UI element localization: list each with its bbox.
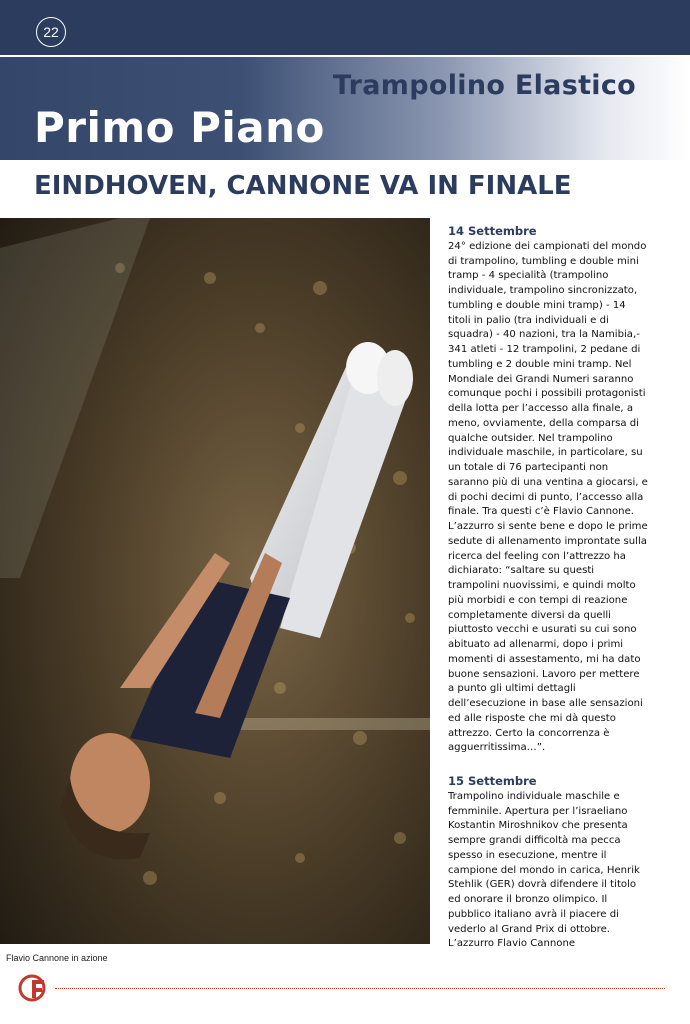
- footer-divider: [55, 988, 665, 989]
- page-number: 22: [36, 17, 66, 47]
- athlete-illustration: [0, 218, 430, 944]
- federation-logo-icon: [18, 972, 52, 1002]
- section-title: Trampolino Elastico: [332, 70, 636, 101]
- entry-date: 14 Settembre: [448, 224, 537, 238]
- entry-date: 15 Settembre: [448, 774, 537, 788]
- athlete-photo: [0, 218, 430, 944]
- entry-text: Trampolino individuale maschile e femminile. Apertura per l’israeliano Kostantin Miroshnikov che presenta sempre grandi difficoltà ma pecca spesso in esecuzione, mentre il campione del mondo in carica, Henrik Stehlik (GER) dovrà difendere il titolo ed onorare il bronzo olimpico. Il pubblico italiano avrà il piacere di vederlo al Grand Prix di ottobre. L’azzurro Flavio Cannone: [448, 790, 640, 950]
- article-body: [448, 224, 648, 952]
- entry-text: 24° edizione dei campionati del mondo di trampolino, tumbling e double mini tramp - 4 specialità (trampolino individuale, trampolino sincronizzato, tumbling e double mini tramp) - 14 titoli in palio (tra individuali e di squadra) - 40 nazioni, tra la Namibia,- 341 atleti - 12 trampolini, 2 pedane di tumbling e 2 double mini tramp. Nel Mondiale dei Grandi Numeri saranno comunque pochi i possibili protagonisti della lotta per l’accesso alla finale, a meno, ovviamente, della comparsa di qualche outsider. Nel trampolino individuale maschile, in particolare, su un totale di 76 partecipanti non saranno più di una ventina a giocarsi, e di pochi decimi di punto, l’accesso alla finale. Tra questi c’è Flavio Cannone. L’azzurro si sente bene e dopo le prime sedute di allenamento improntate sulla ricerca del feeling con l’attrezzo ha dichiarato: “saltare su questi trampolini nuovissimi, e quindi molto più morbidi e con tempi di reazione completamente diversi da quelli piuttosto vecchi e usurati su cui sono abituato ad allenarmi, dopo i primi momenti di assestamento, mi ha dato buone sensazioni. Lavoro per mettere a punto gli ultimi dettagli dell’esecuzione in base alle sensazioni ed alle risposte che mi dà questo attrezzo. Certo la concorrenza è agguerritissima…”.: [448, 240, 648, 754]
- article-headline: EINDHOVEN, CANNONE VA IN FINALE: [34, 171, 572, 201]
- main-title: Primo Piano: [34, 103, 325, 152]
- top-bar: [0, 0, 690, 55]
- photo-caption: Flavio Cannone in azione: [6, 953, 108, 963]
